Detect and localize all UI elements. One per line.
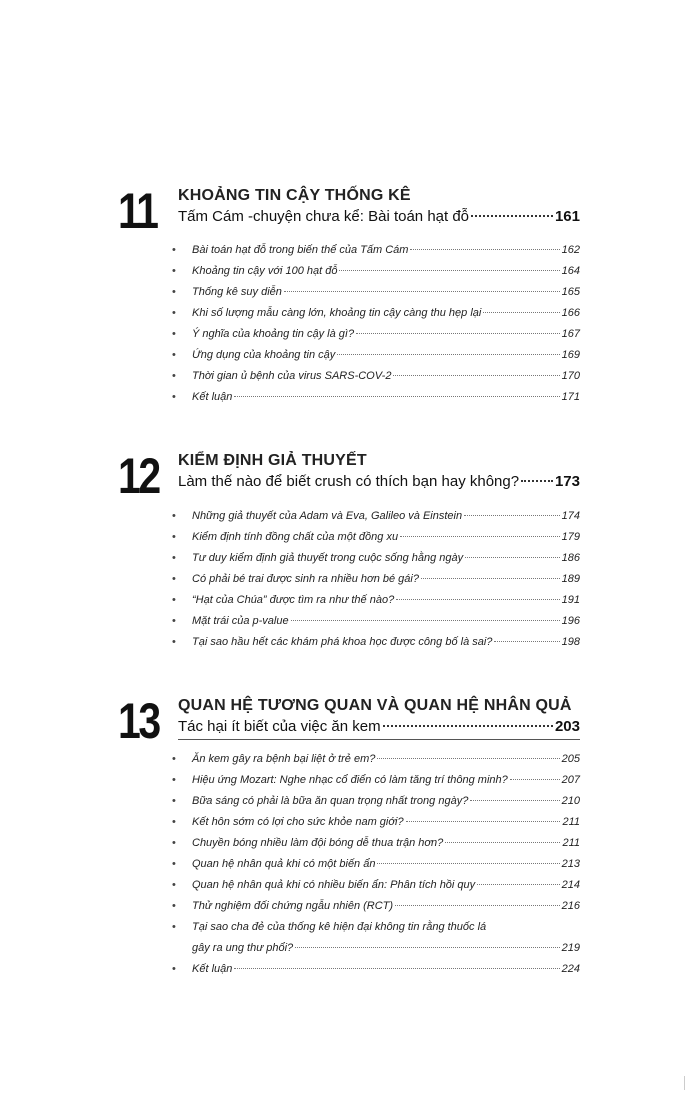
toc-entry[interactable] bbox=[172, 615, 580, 636]
entry-page: 164 bbox=[561, 265, 580, 277]
bullet-icon: • bbox=[172, 858, 176, 870]
entry-title: Mặt trái của p-value bbox=[192, 615, 289, 627]
entry-page: 210 bbox=[561, 795, 580, 807]
page-edge-mark bbox=[684, 1076, 689, 1090]
chapter-heading bbox=[178, 696, 580, 740]
bullet-icon: • bbox=[172, 349, 176, 361]
bullet-icon: • bbox=[172, 900, 176, 912]
bullet-icon: • bbox=[172, 753, 176, 765]
dot-leader bbox=[377, 758, 559, 759]
chapter-subtitle: Tấm Cám -chuyện chưa kể: Bài toán hạt đỗ bbox=[178, 208, 470, 225]
dot-leader bbox=[234, 968, 559, 969]
dot-leader bbox=[284, 291, 560, 292]
chapter-number: 13 bbox=[118, 693, 159, 749]
dot-leader bbox=[377, 863, 559, 864]
entry-title: Tại sao hầu hết các khám phá khoa học được công bố là sai? bbox=[192, 636, 493, 648]
entry-title: Bữa sáng có phải là bữa ăn quan trọng nhất trong ngày? bbox=[192, 795, 469, 807]
dot-leader bbox=[510, 779, 560, 780]
toc-entry[interactable] bbox=[172, 879, 580, 900]
entry-title: Khoảng tin cậy với 100 hạt đỗ bbox=[192, 265, 338, 277]
bullet-icon: • bbox=[172, 307, 176, 319]
chapter-title: QUAN HỆ TƯƠNG QUAN VÀ QUAN HỆ NHÂN QUẢ bbox=[178, 697, 572, 714]
entry-page: 211 bbox=[562, 837, 580, 849]
entry-title-line2 bbox=[192, 942, 580, 963]
toc-entry[interactable] bbox=[172, 286, 580, 307]
entry-page: 165 bbox=[561, 286, 580, 298]
toc-entry[interactable] bbox=[172, 636, 580, 657]
entry-page: 224 bbox=[561, 963, 580, 975]
entry-title: Kết luận bbox=[192, 963, 233, 975]
entry-title: Kết hôn sớm có lợi cho sức khỏe nam giới? bbox=[192, 816, 404, 828]
toc-entry[interactable] bbox=[172, 753, 580, 774]
chapter-heading bbox=[178, 186, 580, 227]
toc-entry[interactable] bbox=[172, 391, 580, 412]
entry-title: Khi số lượng mẫu càng lớn, khoảng tin cậy càng thu hẹp lại bbox=[192, 307, 482, 319]
entry-title: Kiểm định tính đồng chất của một đồng xu bbox=[192, 531, 399, 543]
bullet-icon: • bbox=[172, 879, 176, 891]
entry-title: Thử nghiệm đối chứng ngẫu nhiên (RCT) bbox=[192, 900, 394, 912]
entry-title: Hiệu ứng Mozart: Nghe nhạc cổ điển có làm tăng trí thông minh? bbox=[192, 774, 508, 786]
entry-title: Kết luận bbox=[192, 391, 233, 403]
dot-leader bbox=[445, 842, 560, 843]
dot-leader bbox=[410, 249, 559, 250]
toc-entry[interactable] bbox=[172, 816, 580, 837]
dot-leader bbox=[470, 800, 559, 801]
bullet-icon: • bbox=[172, 573, 176, 585]
entry-title: Có phải bé trai được sinh ra nhiều hơn bé gái? bbox=[192, 573, 419, 585]
chapter-title: KIỂM ĐỊNH GIẢ THUYẾT bbox=[178, 452, 367, 469]
bullet-icon: • bbox=[172, 328, 176, 340]
entry-title-continued: gây ra ung thư phổi? bbox=[192, 942, 294, 954]
toc-entry[interactable] bbox=[172, 531, 580, 552]
bullet-icon: • bbox=[172, 774, 176, 786]
entry-page: 169 bbox=[561, 349, 580, 361]
entry-title: Ứng dụng của khoảng tin cậy bbox=[192, 349, 336, 361]
entry-page: 191 bbox=[561, 594, 580, 606]
entry-title: Thời gian ủ bệnh của virus SARS-COV-2 bbox=[192, 370, 392, 382]
entry-page: 167 bbox=[561, 328, 580, 340]
section-list bbox=[172, 753, 580, 984]
bullet-icon: • bbox=[172, 286, 176, 298]
dot-leader bbox=[477, 884, 559, 885]
bullet-icon: • bbox=[172, 265, 176, 277]
chapter-page: 161 bbox=[554, 208, 580, 225]
entry-page: 171 bbox=[561, 391, 580, 403]
dot-leader bbox=[291, 620, 560, 621]
toc-entry[interactable] bbox=[172, 552, 580, 573]
dot-leader bbox=[396, 599, 559, 600]
divider bbox=[178, 739, 580, 740]
section-list bbox=[172, 244, 580, 412]
entry-title: “Hạt của Chúa” được tìm ra như thế nào? bbox=[192, 594, 395, 606]
entry-page: 219 bbox=[561, 942, 580, 954]
entry-page: 186 bbox=[561, 552, 580, 564]
chapter-subtitle: Tác hại ít biết của việc ăn kem bbox=[178, 718, 381, 735]
bullet-icon: • bbox=[172, 795, 176, 807]
entry-title: Chuyền bóng nhiều làm đội bóng dễ thua trận hơn? bbox=[192, 837, 444, 849]
entry-page: 198 bbox=[561, 636, 580, 648]
dot-leader bbox=[295, 947, 559, 948]
entry-page: 196 bbox=[561, 615, 580, 627]
bullet-icon: • bbox=[172, 552, 176, 564]
dot-leader bbox=[383, 725, 553, 727]
entry-page: 170 bbox=[561, 370, 580, 382]
toc-entry[interactable] bbox=[172, 307, 580, 328]
entry-page: 213 bbox=[561, 858, 580, 870]
chapter-heading bbox=[178, 451, 580, 492]
chapter-page: 173 bbox=[554, 473, 580, 490]
toc-entry[interactable] bbox=[172, 921, 580, 963]
dot-leader bbox=[421, 578, 560, 579]
bullet-icon: • bbox=[172, 531, 176, 543]
entry-page: 216 bbox=[561, 900, 580, 912]
bullet-icon: • bbox=[172, 921, 176, 933]
toc-entry[interactable] bbox=[172, 328, 580, 349]
chapter-subtitle: Làm thế nào để biết crush có thích bạn hay không? bbox=[178, 473, 520, 490]
entry-title: Quan hệ nhân quả khi có một biến ẩn bbox=[192, 858, 376, 870]
entry-page: 189 bbox=[561, 573, 580, 585]
toc-entry[interactable] bbox=[172, 370, 580, 391]
entry-page: 179 bbox=[561, 531, 580, 543]
entry-title: Ý nghĩa của khoảng tin cậy là gì? bbox=[192, 328, 355, 340]
bullet-icon: • bbox=[172, 391, 176, 403]
toc-entry[interactable] bbox=[172, 858, 580, 879]
dot-leader bbox=[393, 375, 559, 376]
dot-leader bbox=[234, 396, 559, 397]
entry-title: Tư duy kiểm định giả thuyết trong cuộc sống hằng ngày bbox=[192, 552, 464, 564]
bullet-icon: • bbox=[172, 510, 176, 522]
toc-entry[interactable] bbox=[172, 594, 580, 615]
bullet-icon: • bbox=[172, 244, 176, 256]
toc-entry[interactable] bbox=[172, 837, 580, 858]
bullet-icon: • bbox=[172, 816, 176, 828]
section-list bbox=[172, 510, 580, 657]
bullet-icon: • bbox=[172, 837, 176, 849]
entry-title: Thống kê suy diễn bbox=[192, 286, 282, 298]
entry-title: Những giả thuyết của Adam và Eva, Galileo và Einstein bbox=[192, 510, 463, 522]
toc-entry[interactable] bbox=[172, 774, 580, 795]
bullet-icon: • bbox=[172, 370, 176, 382]
dot-leader bbox=[494, 641, 559, 642]
entry-page: 207 bbox=[561, 774, 580, 786]
toc-entry[interactable] bbox=[172, 900, 580, 921]
entry-page: 205 bbox=[561, 753, 580, 765]
dot-leader bbox=[395, 905, 560, 906]
entry-title: Quan hệ nhân quả khi có nhiều biến ẩn: Phân tích hồi quy bbox=[192, 879, 476, 891]
entry-title: Tại sao cha đẻ của thống kê hiện đại không tin rằng thuốc lá bbox=[192, 921, 487, 933]
dot-leader bbox=[400, 536, 560, 537]
dot-leader bbox=[339, 270, 559, 271]
toc-entry[interactable] bbox=[172, 349, 580, 370]
dot-leader bbox=[471, 215, 553, 217]
dot-leader bbox=[521, 480, 553, 482]
toc-entry[interactable] bbox=[172, 963, 580, 984]
toc-entry[interactable] bbox=[172, 510, 580, 531]
chapter-page: 203 bbox=[554, 718, 580, 735]
entry-title: Ăn kem gây ra bệnh bại liệt ở trẻ em? bbox=[192, 753, 376, 765]
entry-page: 214 bbox=[561, 879, 580, 891]
chapter-subtitle-row[interactable] bbox=[178, 207, 580, 227]
toc-entry[interactable] bbox=[172, 573, 580, 594]
chapter-number: 11 bbox=[118, 183, 157, 239]
chapter-subtitle-row[interactable] bbox=[178, 717, 580, 737]
dot-leader bbox=[464, 515, 560, 516]
dot-leader bbox=[337, 354, 559, 355]
dot-leader bbox=[465, 557, 560, 558]
toc-entry[interactable] bbox=[172, 795, 580, 816]
chapter-title: KHOẢNG TIN CẬY THỐNG KÊ bbox=[178, 187, 411, 204]
toc-entry[interactable] bbox=[172, 244, 580, 265]
chapter-number: 12 bbox=[118, 448, 159, 504]
bullet-icon: • bbox=[172, 594, 176, 606]
entry-page: 211 bbox=[562, 816, 580, 828]
bullet-icon: • bbox=[172, 615, 176, 627]
entry-page: 166 bbox=[561, 307, 580, 319]
bullet-icon: • bbox=[172, 636, 176, 648]
dot-leader bbox=[406, 821, 561, 822]
toc-entry[interactable] bbox=[172, 265, 580, 286]
entry-page: 162 bbox=[561, 244, 580, 256]
entry-title-wrap bbox=[192, 921, 580, 963]
entry-title: Bài toán hạt đỗ trong biến thể của Tấm Cám bbox=[192, 244, 409, 256]
entry-page: 174 bbox=[561, 510, 580, 522]
chapter-subtitle-row[interactable] bbox=[178, 472, 580, 492]
bullet-icon: • bbox=[172, 963, 176, 975]
dot-leader bbox=[483, 312, 559, 313]
dot-leader bbox=[356, 333, 560, 334]
